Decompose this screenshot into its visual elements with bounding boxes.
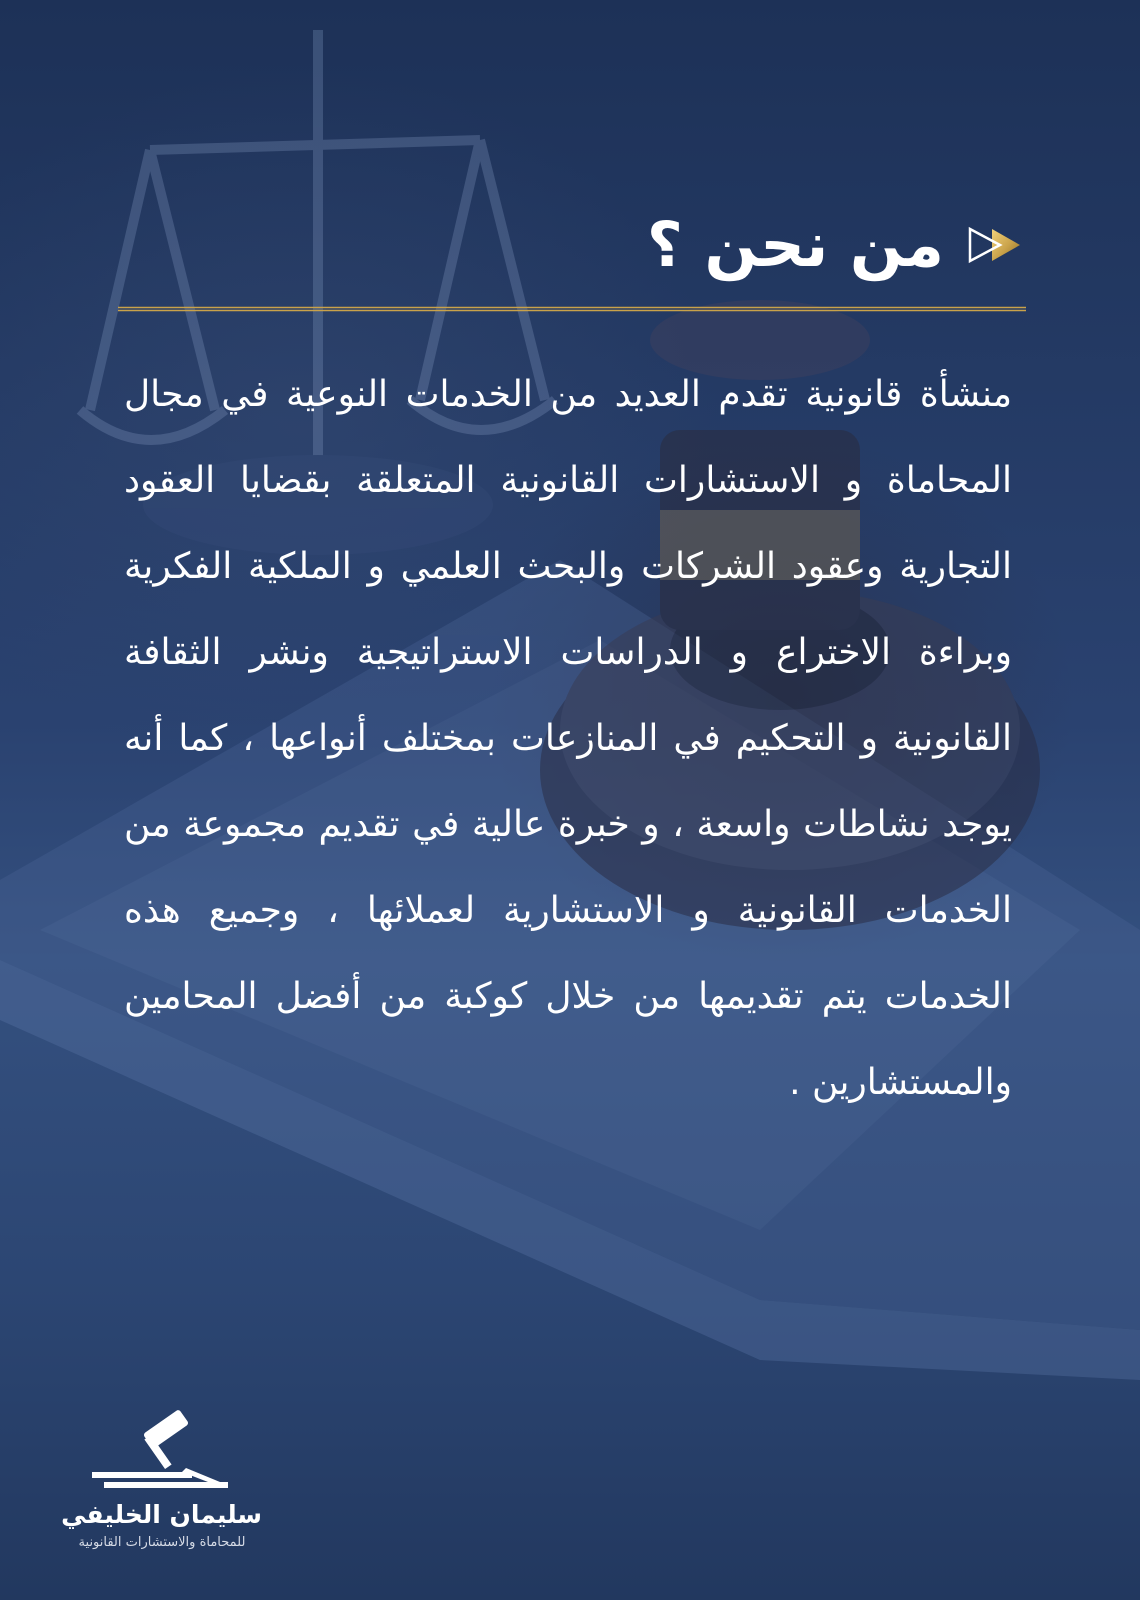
gold-divider [118,306,1026,312]
brand-name: سليمان الخليفي [61,1500,262,1529]
gavel-icon [90,1410,230,1490]
brand-tagline: للمحاماة والاستشارات القانونية [78,1535,246,1550]
brand-logo [62,1410,262,1560]
page-title: من نحن ؟ [646,208,944,281]
about-paragraph: منشأة قانونية تقدم العديد من الخدمات النوعية في مجال المحاماة و الاستشارات القانونية المتعلقة بقضايا العقود التجارية وعقود الشركات والبحث العلمي و الملكية الفكرية وبراءة الاختراع و الدراسات الاستراتيجية ونشر الثقافة القانونية و التحكيم في المنازعات بمختلف أنواعها ، كما أنه يوجد نشاطات واسعة ، و خبرة عالية في تقديم مجموعة من الخدمات القانونية و الاستشارية لعملائها ، وجميع هذه الخدمات يتم تقديمها من خلال كوكبة من أفضل المحامين والمستشارين . [124,374,1012,1103]
heading-row [647,200,1022,290]
double-triangle-arrow-icon [966,225,1022,265]
